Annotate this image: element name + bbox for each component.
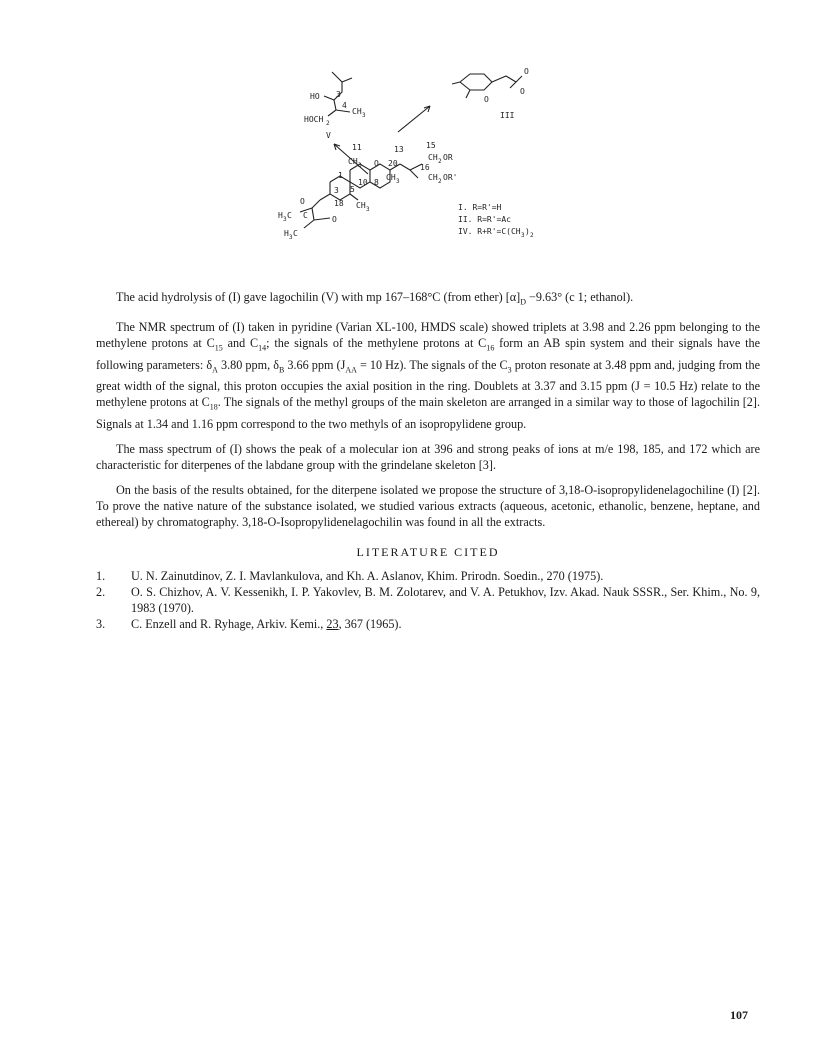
c3-number: 3 xyxy=(336,90,341,99)
ch2orp-subscript: 2 xyxy=(438,178,442,185)
arrow-to-iii xyxy=(398,106,430,132)
c8-number: 8 xyxy=(374,178,379,187)
ch3-label-v: CH xyxy=(352,107,362,116)
oxygen-lower: O xyxy=(332,215,337,224)
ch2orp-label: CH xyxy=(428,173,438,182)
c18-number: 18 xyxy=(334,199,344,208)
reference-list xyxy=(96,568,760,632)
lagochilin-fragment xyxy=(304,72,366,140)
h3c-subscript-lower: 3 xyxy=(289,234,293,241)
c4-number: 4 xyxy=(342,101,347,110)
c13-number: 13 xyxy=(394,145,404,154)
hoch2-subscript: 2 xyxy=(326,120,330,127)
paragraph-conclusion: On the basis of the results obtained, for the diterpene isolated we propose the structure of 3,18-O-isopropylidenelagochiline (I) [2]. To prove the native nature of the substance isolated, we studied various extracts (aqueous, acetonic, ethanolic, benzene, heptane, and ethereal) by chromatography. 3,18-O-Isopropylidenelagochilin was found in all the extracts. xyxy=(96,482,760,529)
c15-number: 15 xyxy=(426,141,436,150)
paragraph-nmr: The NMR spectrum of (I) taken in pyridine (Varian XL-100, HMDS scale) showed triplets at 3.98 and 2.26 ppm belonging to the methylene protons at $C_{15}$ and $C_{14}$; the signals of the methylene protons at $C_{16}$ form an AB spin system and their signals have the following parameters: $\delta_A$ 3.80 ppm, $\delta_B$ 3.66 ppm ($J_{AA} = 10$ Hz). The signals of the $C_3$ proton resonate at 3.48 ppm and, judging from the great width of the signal, this proton occupies the axial position in the ring. Doublets at 3.37 and 3.15 ppm (J = 10.5 Hz) relate to the methylene protons at $C_{18}$. The signals of the methyl groups of the main skeleton are arranged in a similar way to those of lagochilin [2]. Signals at 1.34 and 1.16 ppm correspond to the two methyls of an isopropylidene group. xyxy=(96,320,760,431)
legend-iv-subscript-2: 2 xyxy=(530,232,534,239)
ch2or-label: CH xyxy=(428,153,438,162)
c10-number: 10 xyxy=(358,178,368,187)
chemical-structure-scheme xyxy=(270,60,570,260)
legend-compound-iv: IV. R+R'=C(CH xyxy=(458,227,521,236)
orp-label: OR' xyxy=(443,173,458,182)
legend-iv-subscript-3: 3 xyxy=(521,232,525,239)
reference-text: C. Enzell and R. Ryhage, Arkiv. Kemi., 23, 367 (1965). xyxy=(131,616,402,631)
reference-item xyxy=(96,568,760,584)
c1-number: 1 xyxy=(338,171,343,180)
c11-number: 11 xyxy=(352,143,362,152)
ring-oxygen: O xyxy=(374,159,379,168)
legend-iv-close: ) xyxy=(525,227,530,236)
reference-item xyxy=(96,616,760,632)
h3c-subscript-upper: 3 xyxy=(283,216,287,223)
reference-text: O. S. Chizhov, A. V. Kessenikh, I. P. Yakovlev, B. M. Zolotarev, and V. A. Petukhov, Izv. Akad. Nauk SSSR., Ser. Khim., No. 9, 1983 (1970). xyxy=(131,584,760,615)
reference-text: U. N. Zainutdinov, Z. I. Mavlankulova, and Kh. A. Aslanov, Khim. Prirodn. Soedin., 270 (1975). xyxy=(131,568,604,583)
compound-iii xyxy=(452,67,529,120)
ch2or-subscript: 2 xyxy=(438,158,442,165)
c20-number: 20 xyxy=(388,159,398,168)
c5-number: 5 xyxy=(350,185,355,194)
ch3-subscript-b: 3 xyxy=(396,178,400,185)
paragraph-mass-spectrum: The mass spectrum of (I) shows the peak of a molecular ion at 396 and strong peaks of ions at m/e 198, 185, and 172 which are characteristic for diterpenes of the labdane group with the grindelane skeleton [3]. xyxy=(96,441,760,472)
paragraph-hydrolysis: The acid hydrolysis of (I) gave lagochilin (V) with mp 167–168°C (from ether) $[\alpha]_D -9.63^\circ$ (c 1; ethanol). xyxy=(116,290,634,307)
main-skeleton xyxy=(278,141,457,241)
reference-volume: 23 xyxy=(326,616,339,631)
page-number: 107 xyxy=(730,1008,748,1022)
ch3-label-b: CH xyxy=(386,173,396,182)
h3c-label-lower: H xyxy=(284,229,289,238)
ch3-subscript-c: 3 xyxy=(366,206,370,213)
hoch2-label: HOCH xyxy=(304,115,324,124)
reference-number: 3. xyxy=(96,616,106,631)
article-body xyxy=(96,289,760,632)
h3c-c-lower: C xyxy=(293,229,298,238)
reference-item xyxy=(96,584,760,616)
iii-ring-oxygen: O xyxy=(484,95,489,104)
isopropylidene-carbon: C xyxy=(303,211,308,220)
reference-number: 2. xyxy=(96,584,106,599)
h3c-c-upper: C xyxy=(287,211,292,220)
compound-v-label: V xyxy=(326,131,331,140)
ch3-subscript-a: 3 xyxy=(358,162,362,169)
c16-number: 16 xyxy=(420,163,430,172)
iii-carbonyl-oxygen: O xyxy=(520,87,525,96)
compound-iii-label: III xyxy=(500,111,515,120)
iii-top-oxygen: O xyxy=(524,67,529,76)
ch3-subscript-v: 3 xyxy=(362,112,366,119)
compound-legend xyxy=(458,203,534,239)
legend-compound-ii: II. R=R'=Ac xyxy=(458,215,511,224)
ch3-label-a: CH xyxy=(348,157,358,166)
c3-skeleton-number: 3 xyxy=(334,186,339,195)
ho-label: HO xyxy=(310,92,320,101)
reference-number: 1. xyxy=(96,568,106,583)
literature-heading: LITERATURE CITED xyxy=(356,544,500,559)
oxygen-upper: O xyxy=(300,197,305,206)
h3c-label-upper: H xyxy=(278,211,283,220)
ch3-label-c: CH xyxy=(356,201,366,210)
legend-compound-i: I. R=R'=H xyxy=(458,203,502,212)
or-label: OR xyxy=(443,153,453,162)
